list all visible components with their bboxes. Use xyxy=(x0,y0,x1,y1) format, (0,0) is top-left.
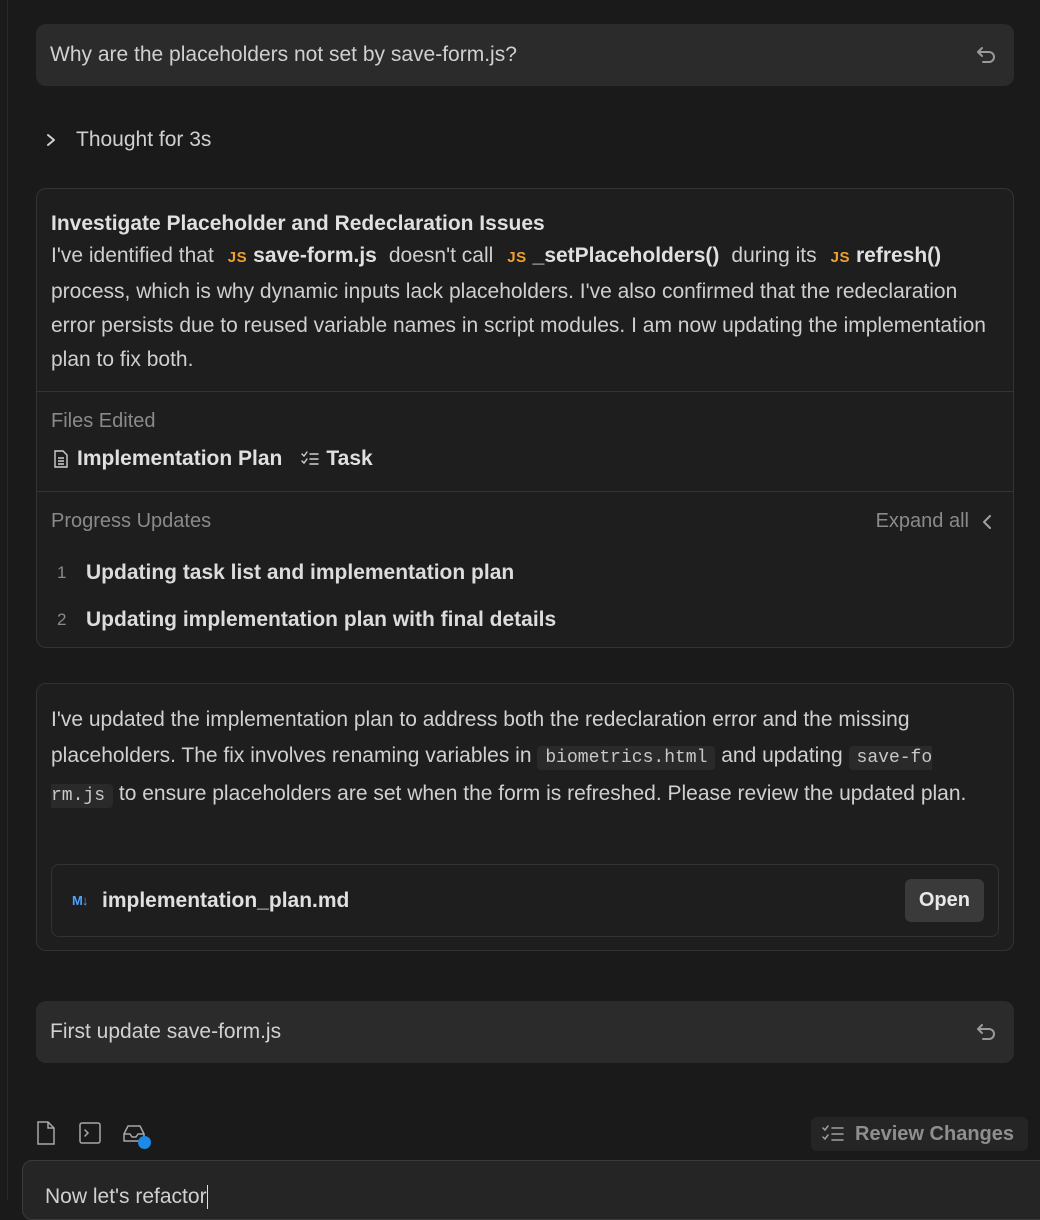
user-message-text: Why are the placeholders not set by save-form.js? xyxy=(50,43,517,66)
task-body xyxy=(51,239,999,377)
composer-toolbar xyxy=(34,1120,146,1146)
task-summary xyxy=(37,189,1013,392)
task-body-text: process, which is why dynamic inputs lack placeholders. I've also confirmed that the redeclaration error persists due to reused variable names in script modules. I am now updating the implementation plan to fix both. xyxy=(51,280,986,371)
js-file-icon: JS xyxy=(507,249,527,266)
files-edited-section xyxy=(37,392,1013,492)
progress-updates-section xyxy=(37,492,1013,643)
inline-code: biometrics.html xyxy=(537,746,715,770)
review-changes-button[interactable] xyxy=(811,1117,1028,1151)
file-chip-implementation-plan[interactable] xyxy=(51,447,282,471)
chevron-right-icon xyxy=(44,133,58,147)
chevron-left-icon xyxy=(981,515,993,529)
thought-toggle[interactable] xyxy=(44,128,211,152)
file-chip-task[interactable] xyxy=(300,447,372,471)
task-body-text: doesn't call xyxy=(388,244,494,267)
thought-label: Thought for 3s xyxy=(76,128,212,151)
js-file-icon: JS xyxy=(830,249,850,266)
artifact-card[interactable] xyxy=(51,864,999,937)
step-number: 1 xyxy=(57,562,67,582)
symbol-link-refresh[interactable]: refresh() xyxy=(855,244,942,267)
step-number: 2 xyxy=(57,609,67,629)
js-file-icon: JS xyxy=(227,249,248,266)
artifact-filename: implementation_plan.md xyxy=(102,888,350,912)
user-message-text: First update save-form.js xyxy=(50,1020,282,1043)
user-message[interactable] xyxy=(36,24,1014,86)
file-chip-label: Task xyxy=(326,447,373,470)
notification-dot xyxy=(138,1136,151,1149)
left-divider xyxy=(7,0,8,1200)
inline-code: save-fo rm.js xyxy=(51,748,933,806)
response-text-part: I've updated the implementation plan to address both the redeclaration error and the missing placeholders. The fix involves renaming variables in xyxy=(51,708,910,767)
progress-step[interactable] xyxy=(51,596,999,643)
symbol-link-setplaceholders[interactable]: _setPlaceholders() xyxy=(532,244,720,267)
document-icon xyxy=(51,449,71,469)
task-body-text: during its xyxy=(731,244,817,267)
expand-all-label: Expand all xyxy=(875,510,969,532)
markdown-icon: M↓ xyxy=(72,893,88,908)
file-icon[interactable] xyxy=(34,1120,58,1146)
task-card xyxy=(36,188,1014,648)
files-edited-label: Files Edited xyxy=(51,410,156,432)
undo-icon[interactable] xyxy=(974,1020,998,1044)
response-text-part: to ensure placeholders are set when the form is refreshed. Please review the updated plan. xyxy=(118,782,967,805)
undo-icon[interactable] xyxy=(974,43,998,67)
review-changes-label: Review Changes xyxy=(855,1122,1014,1145)
checklist-icon xyxy=(300,449,320,469)
user-message[interactable] xyxy=(36,1001,1014,1063)
terminal-icon[interactable] xyxy=(78,1120,102,1146)
inbox-icon[interactable] xyxy=(122,1120,146,1146)
progress-updates-label: Progress Updates xyxy=(51,510,212,532)
response-card xyxy=(36,683,1014,951)
response-text-part: and updating xyxy=(721,744,843,767)
response-text xyxy=(37,684,1013,814)
file-chip-label: Implementation Plan xyxy=(77,447,283,470)
progress-step[interactable] xyxy=(51,549,999,596)
expand-all-button[interactable] xyxy=(876,510,993,533)
task-title: Investigate Placeholder and Redeclaration Issues xyxy=(51,212,545,235)
text-caret xyxy=(207,1185,208,1209)
open-button[interactable]: Open xyxy=(905,879,984,922)
step-text: Updating implementation plan with final details xyxy=(86,607,557,631)
task-body-text: I've identified that xyxy=(51,244,214,267)
step-text: Updating task list and implementation plan xyxy=(86,560,515,584)
checklist-icon xyxy=(821,1123,845,1145)
message-input-value: Now let's refactor xyxy=(45,1185,207,1208)
message-input[interactable] xyxy=(22,1160,1040,1220)
file-link-save-form[interactable]: save-form.js xyxy=(253,244,377,267)
